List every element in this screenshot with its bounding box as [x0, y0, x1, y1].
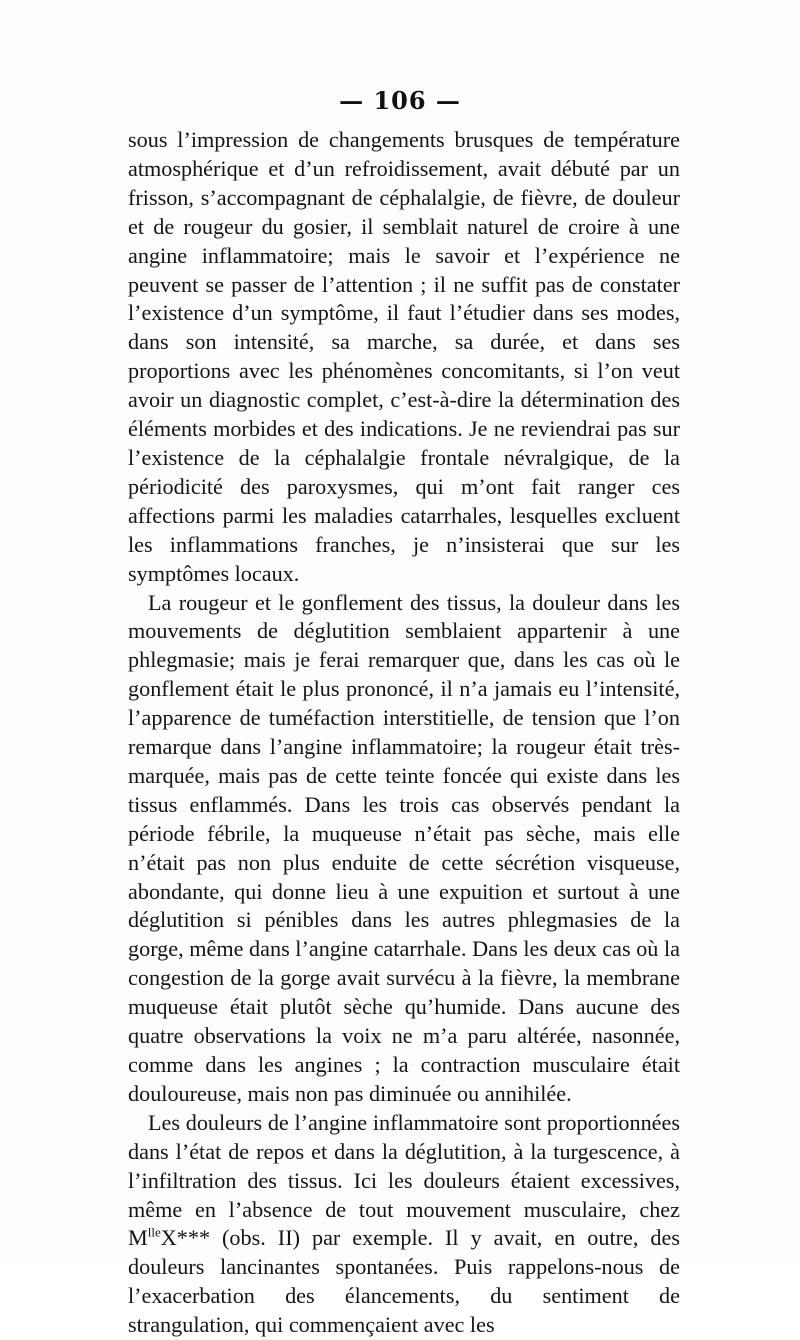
paragraph-3-text-end: X*** (obs. II) par exemple. Il y avait, en outre, des douleurs lancinantes spontanées. Puis rappelons-nous de l’exacerbation des élancements, du sentiment de strangulation, qui commençaient avec les [128, 1225, 680, 1338]
page-number: — 106 — [339, 86, 461, 115]
paragraph-3 [128, 1109, 680, 1340]
body-text [128, 126, 680, 1340]
paragraph-3-text-start: Les douleurs de l’angine inflammatoire sont proportionnées dans l’état de repos et dans la déglutition, à la turgescence, à l’infiltration des tissus. Ici les douleurs étaient excessives, même en l’absence de tout mouvement musculaire, chez M [128, 1109, 680, 1251]
paragraph-2: La rougeur et le gonflement des tissus, la douleur dans les mouvements de déglutition semblaient appartenir à une phlegmasie; mais je ferai remarquer que, dans les cas où le gonflement était le plus prononcé, il n’a jamais eu l’intensité, l’apparence de tuméfaction interstitielle, de tension que l’on remarque dans l’angine inflammatoire; la rougeur était très-marquée, mais pas de cette teinte foncée qui existe dans les tissus enflammés. Dans les trois cas observés pendant la période fébrile, la muqueuse n’était pas sèche, mais elle n’était pas non plus enduite de cette sécrétion visqueuse, abondante, qui donne lieu à une expuition et surtout à une déglutition si pénibles dans les autres phlegmasies de la gorge, même dans l’angine catarrhale. Dans les deux cas où la congestion de la gorge avait survécu à la fièvre, la membrane muqueuse était plutôt sèche qu’humide. Dans aucune des quatre observations la voix ne m’a paru altérée, nasonnée, comme dans les angines ; la contraction musculaire était douloureuse, mais non pas diminuée ou annihilée. [128, 589, 680, 1106]
superscript-mlle: lle [147, 1225, 161, 1241]
paragraph-1: sous l’impression de changements brusques de température atmosphérique et d’un refroidissement, avait débuté par un frisson, s’accompagnant de céphalalgie, de fièvre, de douleur et de rougeur du gosier, il semblait naturel de croire à une angine inflammatoire; mais le savoir et l’expérience ne peuvent se passer de l’attention ; il ne suffit pas de constater l’existence d’un symptôme, il faut l’étudier dans ses modes, dans son intensité, sa marche, sa durée, et dans ses proportions avec les phénomènes concomitants, si l’on veut avoir un diagnostic complet, c’est-à-dire la détermination des éléments morbides et des indications. Je ne reviendrai pas sur l’existence de la céphalalgie frontale névralgique, de la périodicité des paroxysmes, qui m’ont fait ranger ces affections parmi les maladies catarrhales, lesquelles excluent les inflammations franches, je n’insisterai que sur les symptômes locaux. [128, 127, 680, 586]
